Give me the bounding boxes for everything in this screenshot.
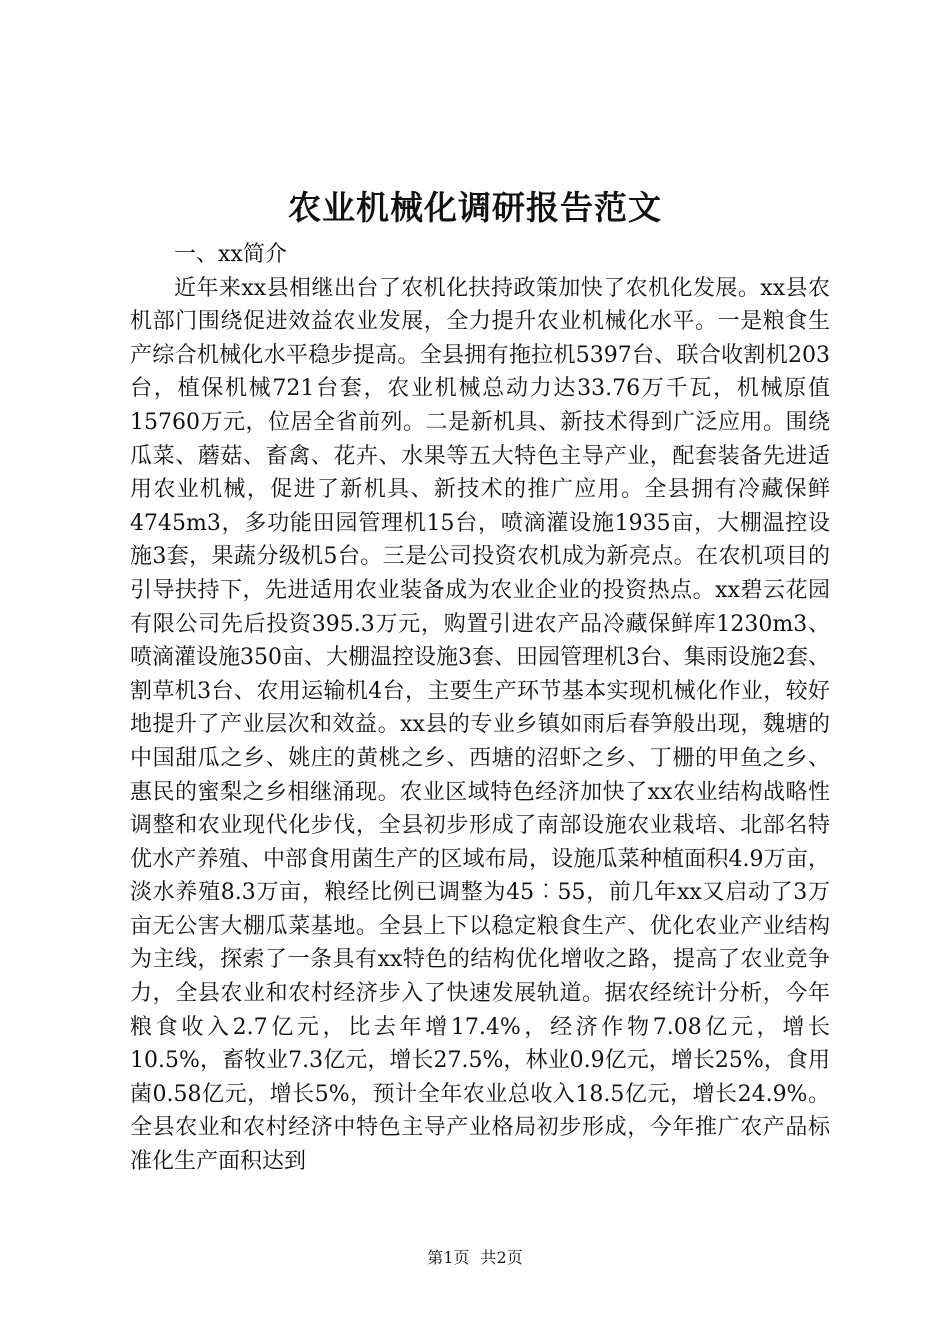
document-title: 农业机械化调研报告范文 <box>288 188 662 227</box>
body-paragraph: 近年来xx县相继出台了农机化扶持政策加快了农机化发展。xx县农机部门围绕促进效益农业发展，全力提升农业机械化水平。一是粮食生产综合机械化水平稳步提高。全县拥有拖拉机5397台、联合收割机203台，植保机械721台套，农业机械总动力达33.76万千瓦，机械原值15760万元，位居全省前列。二是新机具、新技术得到广泛应用。围绕瓜菜、蘑菇、畜禽、花卉、水果等五大特色主导产业，配套装备先进适用农业机械，促进了新机具、新技术的推广应用。全县拥有冷藏保鲜4745m3，多功能田园管理机15台，喷滴灌设施1935亩，大棚温控设施3套，果蔬分级机5台。三是公司投资农机成为新亮点。在农机项目的引导扶持下，先进适用农业装备成为农业企业的投资热点。xx碧云花园有限公司先后投资395.3万元，购置引进农产品冷藏保鲜库1230m3、喷滴灌设施350亩、大棚温控设施3套、田园管理机3台、集雨设施2套、割草机3台、农用运输机4台，主要生产环节基本实现机械化作业，较好地提升了产业层次和效益。xx县的专业乡镇如雨后春笋般出现，魏塘的中国甜瓜之乡、姚庄的黄桃之乡、西塘的沼虾之乡、丁栅的甲鱼之乡、惠民的蜜梨之乡相继涌现。农业区域特色经济加快了xx农业结构战略性调整和农业现代化步伐，全县初步形成了南部设施农业栽培、北部名特优水产养殖、中部食用菌生产的区域布局，设施瓜菜种植面积4.9万亩，淡水养殖8.3万亩，粮经比例已调整为45︰55，前几年xx又启动了3万亩无公害大棚瓜菜基地。全县上下以稳定粮食生产、优化农业产业结构为主线，探索了一条具有xx特色的结构优化增收之路，提高了农业竞争力，全县农业和农村经济步入了快速发展轨道。据农经统计分析，今年粮食收入2.7亿元，比去年增17.4%，经济作物7.08亿元，增长10.5%，畜牧业7.3亿元，增长27.5%，林业0.9亿元，增长25%，食用菌0.58亿元，增长5%，预计全年农业总收入18.5亿元，增长24.9%。全县农业和农村经济中特色主导产业格局初步形成，今年推广农产品标准化生产面积达到 <box>130 275 830 1175</box>
section-heading: 一、xx简介 <box>174 242 287 267</box>
page-footer <box>0 1247 950 1269</box>
page-number-current: 第1页 <box>427 1248 470 1267</box>
page-number-total: 共2页 <box>480 1248 523 1267</box>
document-body <box>130 238 830 1179</box>
